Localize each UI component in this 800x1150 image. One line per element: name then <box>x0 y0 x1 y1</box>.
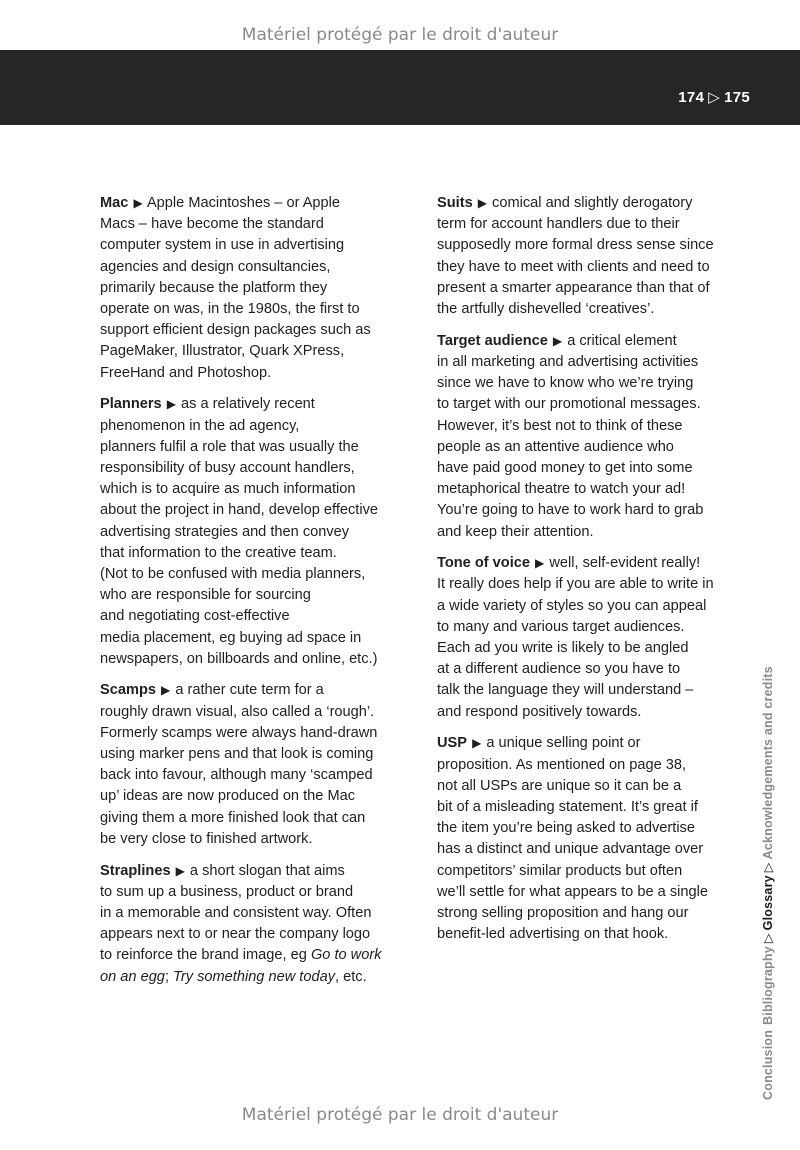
entry-line <box>437 299 741 320</box>
glossary-right-column <box>437 193 741 956</box>
page-number-right: 175 <box>724 89 750 106</box>
entry-line <box>100 829 406 850</box>
definition-text: a wide variety of styles so you can appeal <box>437 597 707 614</box>
entry-line <box>100 744 406 765</box>
entry-line <box>437 733 741 754</box>
entry-line <box>437 776 741 797</box>
definition-text: the item you’re being asked to advertise <box>437 820 695 837</box>
definition-text: a short slogan that aims <box>189 862 345 879</box>
entry-line <box>437 479 741 500</box>
entry-line <box>437 659 741 680</box>
entry-line <box>100 967 406 988</box>
entry-line <box>437 331 741 352</box>
entry-line <box>100 945 406 966</box>
glossary-entry <box>100 193 406 384</box>
entry-line <box>437 437 741 458</box>
definition-text: using marker pens and that look is coming <box>100 746 374 763</box>
definition-text: giving them a more finished look that can <box>100 809 366 826</box>
definition-text: primarily because the platform they <box>100 279 328 296</box>
entry-line <box>437 882 741 903</box>
entry-line <box>100 437 406 458</box>
definition-text: (Not to be confused with media planners, <box>100 565 366 582</box>
entry-line <box>437 702 741 723</box>
arrow-icon: ▶ <box>477 196 487 210</box>
entry-line <box>437 458 741 479</box>
glossary-entry <box>437 553 741 723</box>
definition-text: to sum up a business, product or brand <box>100 883 354 900</box>
definition-text: in a memorable and consistent way. Often <box>100 905 372 921</box>
definition-text: appears next to or near the company logo <box>100 926 371 943</box>
definition-text: in all marketing and advertising activities <box>437 353 699 370</box>
definition-text: planners fulfil a role that was usually the <box>100 438 359 455</box>
definition-text: It really does help if you are able to write in <box>437 576 714 593</box>
entry-line <box>100 702 406 723</box>
definition-text: responsibility of busy account handlers, <box>100 459 355 476</box>
definition-text: and respond positively towards. <box>437 703 642 720</box>
definition-text: advertising strategies and then convey <box>100 523 350 540</box>
entry-line <box>437 596 741 617</box>
glossary-term: Target audience <box>437 332 548 349</box>
definition-text: FreeHand and Photoshop. <box>100 364 272 381</box>
entry-line <box>437 522 741 543</box>
definition-text: who are responsible for sourcing <box>100 587 311 604</box>
definition-text: term for account handlers due to their <box>437 216 680 233</box>
arrow-icon: ▶ <box>161 683 171 698</box>
definition-text: comical and slightly derogatory <box>492 195 693 211</box>
definition-text: Each ad you write is likely to be angled <box>437 640 689 657</box>
definition-text: have paid good money to get into some <box>437 459 693 476</box>
entry-line <box>100 458 406 479</box>
definition-text: which is to acquire as much information <box>100 481 356 498</box>
glossary-entry <box>100 861 406 988</box>
definition-text: be very close to finished artwork. <box>100 830 313 847</box>
entry-line <box>100 500 406 521</box>
definition-text: and keep their attention. <box>437 523 594 540</box>
entry-line <box>100 479 406 500</box>
entry-line <box>100 394 406 415</box>
entry-line <box>100 193 406 214</box>
definition-text: about the project in hand, develop effective <box>100 502 379 519</box>
glossary-entry <box>437 331 741 543</box>
entry-line <box>100 903 406 924</box>
example-slogan: Go to work <box>310 947 382 964</box>
nav-separator-icon: ▷ <box>761 933 775 944</box>
definition-text: to many and various target audiences. <box>437 618 685 635</box>
definition-text: the artfully dishevelled ‘creatives’. <box>437 301 655 318</box>
definition-text: people as an attentive audience who <box>437 438 674 455</box>
definition-text: roughly drawn visual, also called a ‘rough’. <box>100 703 375 720</box>
definition-text: You’re going to have to work hard to grab <box>437 502 704 519</box>
header-band <box>0 50 800 125</box>
entry-line <box>437 839 741 860</box>
entry-line <box>437 278 741 299</box>
glossary-entry <box>437 193 741 320</box>
example-slogan: Try something new today <box>173 968 336 985</box>
definition-text: Macs – have become the standard <box>100 216 324 233</box>
definition-text: a critical element <box>567 332 677 349</box>
entry-line <box>100 924 406 945</box>
entry-line <box>437 638 741 659</box>
entry-line <box>437 394 741 415</box>
entry-line <box>437 235 741 256</box>
definition-text: well, self-evident really! <box>549 555 701 572</box>
nav-separator-icon: ▷ <box>761 862 775 873</box>
entry-line <box>437 416 741 437</box>
definition-text: PageMaker, Illustrator, Quark XPress, <box>100 343 345 360</box>
entry-line <box>437 352 741 373</box>
entry-line <box>437 214 741 235</box>
entry-line <box>437 500 741 521</box>
entry-line <box>100 278 406 299</box>
arrow-icon: ▶ <box>133 196 143 210</box>
definition-text: However, it’s best not to think of these <box>437 417 683 434</box>
entry-line <box>437 680 741 701</box>
arrow-icon: ▶ <box>552 333 563 348</box>
definition-text: to target with our promotional messages. <box>437 396 701 413</box>
page-numbers <box>678 88 750 106</box>
definition-text: a unique selling point or <box>486 735 641 752</box>
entry-line <box>100 214 406 235</box>
entry-line <box>100 786 406 807</box>
entry-line <box>100 363 406 384</box>
glossary-term: Mac <box>100 195 129 211</box>
definition-text: proposition. As mentioned on page 38, <box>437 756 687 773</box>
entry-line <box>437 574 741 595</box>
entry-line <box>100 861 406 882</box>
entry-line <box>100 564 406 585</box>
glossary-term: Suits <box>437 195 473 211</box>
glossary-entry <box>437 733 741 945</box>
definition-text: that information to the creative team. <box>100 544 337 561</box>
entry-line <box>437 373 741 394</box>
entry-line <box>100 649 406 670</box>
definition-text: has a distinct and unique advantage over <box>437 841 704 858</box>
definition-text: media placement, eg buying ad space in <box>100 629 362 646</box>
definition-text: newspapers, on billboards and online, etc.) <box>100 650 378 667</box>
definition-text: a rather cute term for a <box>175 682 324 699</box>
entry-line <box>437 903 741 924</box>
glossary-term: Planners <box>100 396 162 413</box>
definition-text: since we have to know who we’re trying <box>437 375 694 392</box>
section-nav <box>760 666 775 1100</box>
definition-text: we’ll settle for what appears to be a single <box>437 883 708 900</box>
entry-line <box>100 257 406 278</box>
nav-item-glossary[interactable]: Glossary <box>761 875 775 931</box>
definition-text: Formerly scamps were always hand-drawn <box>100 724 378 741</box>
entry-line <box>100 320 406 341</box>
definition-text: support efficient design packages such as <box>100 322 371 339</box>
entry-line <box>437 193 741 214</box>
definition-text: talk the language they will understand – <box>437 682 694 699</box>
entry-line <box>437 617 741 638</box>
entry-line <box>100 723 406 744</box>
entry-line <box>437 755 741 776</box>
definition-text: to reinforce the brand image, eg <box>100 947 311 964</box>
entry-line <box>437 924 741 945</box>
definition-text: computer system in use in advertising <box>100 237 345 254</box>
entry-line <box>100 882 406 903</box>
glossary-term: Tone of voice <box>437 555 530 572</box>
entry-line <box>100 606 406 627</box>
definition-text: strong selling proposition and hang our <box>437 905 689 921</box>
entry-line <box>437 553 741 574</box>
entry-line <box>100 235 406 256</box>
nav-item-conclusion[interactable]: Conclusion <box>761 1029 775 1100</box>
entry-line <box>100 765 406 786</box>
entry-line <box>100 522 406 543</box>
page-separator-icon: ▷ <box>708 89 721 106</box>
entry-line <box>100 416 406 437</box>
definition-text: operate on was, in the 1980s, the first to <box>100 301 360 318</box>
glossary-term: USP <box>437 735 468 752</box>
glossary-entry <box>100 680 406 850</box>
glossary-entry <box>100 394 406 670</box>
definition-text: back into favour, although many ‘scamped <box>100 767 373 784</box>
entry-line <box>100 341 406 362</box>
definition-text: as a relatively recent <box>181 396 315 413</box>
entry-line <box>437 257 741 278</box>
definition-text: and negotiating cost-effective <box>100 608 290 625</box>
entry-line <box>100 628 406 649</box>
arrow-icon: ▶ <box>535 556 545 571</box>
entry-line <box>437 818 741 839</box>
entry-line <box>100 585 406 606</box>
entry-line <box>100 543 406 564</box>
glossary-left-column <box>100 193 406 998</box>
definition-text: present a smarter appearance than that of <box>437 279 710 296</box>
watermark-top: Matériel protégé par le droit d'auteur <box>241 25 559 45</box>
glossary-term: Scamps <box>100 682 156 699</box>
glossary-term: Straplines <box>100 862 171 879</box>
arrow-icon: ▶ <box>472 736 482 751</box>
definition-text: at a different audience so you have to <box>437 661 681 678</box>
nav-item-acknowledgements[interactable]: Acknowledgements and credits <box>761 666 775 860</box>
page-number-left: 174 <box>678 89 705 106</box>
definition-text: , etc. <box>335 968 367 985</box>
entry-line <box>437 797 741 818</box>
definition-text: metaphorical theatre to watch your ad! <box>437 481 686 498</box>
entry-line <box>100 680 406 701</box>
example-slogan: on an egg <box>100 968 165 985</box>
definition-text: up’ ideas are now produced on the Mac <box>100 788 356 805</box>
arrow-icon: ▶ <box>166 397 176 412</box>
definition-text: competitors’ similar products but often <box>437 862 683 879</box>
arrow-icon: ▶ <box>175 863 185 878</box>
definition-text: bit of a misleading statement. It’s great if <box>437 798 698 815</box>
definition-text: Apple Macintoshes – or Apple <box>146 195 341 211</box>
definition-text: ; <box>164 968 174 985</box>
definition-text: they have to meet with clients and need to <box>437 258 710 275</box>
definition-text: not all USPs are unique so it can be a <box>437 777 682 794</box>
definition-text: phenomenon in the ad agency, <box>100 417 300 434</box>
entry-line <box>100 299 406 320</box>
entry-line <box>100 808 406 829</box>
watermark-bottom: Matériel protégé par le droit d'auteur <box>241 1105 559 1125</box>
definition-text: benefit-led advertising on that hook. <box>437 926 669 943</box>
definition-text: supposedly more formal dress sense since <box>437 237 714 254</box>
nav-item-bibliography[interactable]: Bibliography <box>761 946 775 1025</box>
entry-line <box>437 861 741 882</box>
definition-text: agencies and design consultancies, <box>100 258 331 275</box>
